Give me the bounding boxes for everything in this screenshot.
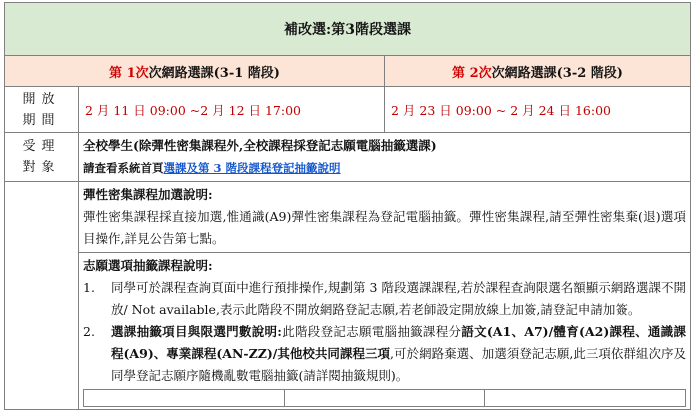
section2 xyxy=(79,253,691,410)
empty-side-cell-2 xyxy=(5,253,79,410)
target-content xyxy=(79,133,691,182)
page-title xyxy=(5,3,691,56)
item2-text xyxy=(111,321,686,387)
round2-suffix-marker: 次 xyxy=(478,65,492,81)
item2-bold: 選課抽籤項目與限選門數說明: xyxy=(111,324,282,339)
target-label-line2: 對象 xyxy=(22,160,61,175)
target-label xyxy=(5,133,79,182)
stage3-course-selection-table xyxy=(4,2,691,410)
section1-text: 彈性密集課程採直接加選,惟通識(A9)彈性密集課程為登記電腦抽籤。彈性密集課程,請至彈性密集棄(退)選項目操作,詳見公告第七點。 xyxy=(83,209,686,246)
round2-number: 2 xyxy=(469,65,479,81)
target-line1: 全校學生(除彈性密集課程外,全校課程採登記志願電腦抽籤選課) xyxy=(83,138,437,153)
subtable-cell-1 xyxy=(84,390,285,407)
round1-number: 1 xyxy=(126,65,136,81)
section2-item1 xyxy=(83,277,686,321)
subtable-cell-3 xyxy=(485,390,686,407)
item2-bold2: 語文(A1、A7)/體育(A2)課程、通識課程(A9)、專業課程(AN-ZZ)/其他校共同課程三項 xyxy=(111,324,686,361)
section1 xyxy=(79,182,691,253)
round1-suffix-marker: 次 xyxy=(135,65,149,81)
section2-item2 xyxy=(83,321,686,387)
round1-prefix: 第 xyxy=(109,65,123,81)
round1-header xyxy=(5,56,385,87)
item2-mid: 此階段登記志願電腦抽籤課程分 xyxy=(281,324,462,339)
title-text: 補改選:第3階段選課 xyxy=(284,22,411,38)
round2-prefix: 第 xyxy=(452,65,466,81)
period-label-line1: 開放 xyxy=(22,91,61,107)
rules-subtable xyxy=(83,389,686,407)
section1-heading: 彈性密集課程加選說明: xyxy=(83,187,213,202)
round2-suffix: 次網路選課(3-2 階段) xyxy=(491,65,623,81)
item2-number: 2. xyxy=(83,324,95,339)
round2-header xyxy=(385,56,691,87)
target-line2 xyxy=(83,157,686,179)
empty-side-cell xyxy=(5,182,79,253)
period-label xyxy=(5,87,79,133)
period-label-line2: 期間 xyxy=(22,112,61,128)
round1-suffix: 次網路選課(3-1 階段) xyxy=(148,65,280,81)
round2-period: 2 月 23 日 09:00 ~ 2 月 24 日 16:00 xyxy=(385,87,691,133)
target-label-line1: 受理 xyxy=(22,139,61,154)
target-line2-prefix: 請查看系統首頁 xyxy=(83,161,164,175)
round1-period: 2 月 11 日 09:00 ~2 月 12 日 17:00 xyxy=(79,87,385,133)
item2-tail: ,可於網路棄選、加選須登記志願,此三項依群組次序及同學登記志願序隨機亂數電腦抽籤(請詳閱抽籤規則)。 xyxy=(111,346,686,383)
item1-number: 1. xyxy=(83,280,95,295)
subtable-cell-2 xyxy=(284,390,485,407)
item1-text: 同學可於課程查詢頁面中進行預排操作,規劃第 3 階段選課課程,若於課程查詢限選名額顯示網路選課不開放/ Not available,表示此階段不開放網路登記志願,若老師設定開放線上加簽,請登記申請加簽。 xyxy=(111,280,686,317)
section2-heading: 志願選項抽籤課程說明: xyxy=(83,258,213,273)
selection-instructions-link[interactable]: 選課及第 3 階段課程登記抽籤說明 xyxy=(163,161,341,175)
